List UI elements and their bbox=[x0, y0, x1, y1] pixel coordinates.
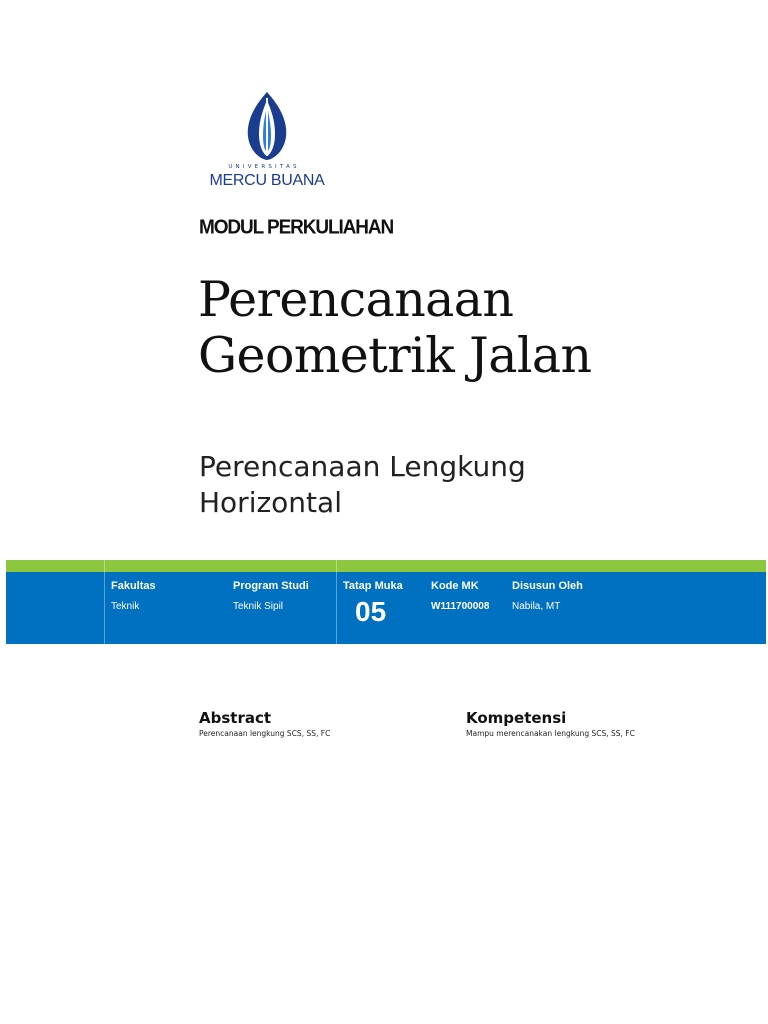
document-title bbox=[198, 272, 738, 384]
abstract-text: Perencanaan lengkung SCS, SS, FC bbox=[199, 729, 331, 738]
logo-university-label: UNIVERSITAS bbox=[228, 164, 300, 170]
program-studi-value: Teknik Sipil bbox=[233, 601, 284, 612]
tatap-muka-value: 05 bbox=[355, 596, 387, 627]
info-band-divider bbox=[336, 560, 337, 644]
info-tatap-muka bbox=[343, 579, 403, 627]
disusun-oleh-value: Nabila, MT bbox=[512, 601, 561, 612]
fakultas-value: Teknik bbox=[111, 601, 140, 612]
kode-mk-value: W111700008 bbox=[431, 601, 490, 612]
subtitle-line-2: Horizontal bbox=[199, 486, 342, 519]
logo-university-name: MERCU BUANA bbox=[209, 172, 325, 189]
fakultas-label: Fakultas bbox=[111, 580, 156, 592]
info-program-studi bbox=[233, 579, 309, 614]
info-band-green-stripe bbox=[6, 560, 766, 572]
disusun-oleh-label: Disusun Oleh bbox=[512, 580, 583, 592]
info-disusun-oleh bbox=[512, 579, 583, 614]
modul-label: MODUL PERKULIAHAN bbox=[199, 216, 394, 239]
university-logo bbox=[198, 88, 334, 196]
mercu-buana-emblem-icon bbox=[244, 90, 290, 162]
kompetensi-section bbox=[466, 708, 635, 739]
abstract-section bbox=[199, 708, 330, 739]
title-line-2: Geometrik Jalan bbox=[198, 327, 592, 384]
info-kode-mk bbox=[431, 579, 489, 614]
info-fakultas bbox=[111, 579, 156, 614]
document-subtitle bbox=[199, 449, 719, 521]
kompetensi-heading: Kompetensi bbox=[466, 709, 567, 727]
title-line-1: Perencanaan bbox=[198, 271, 514, 328]
tatap-muka-label: Tatap Muka bbox=[343, 580, 403, 592]
kompetensi-text: Mampu merencanakan lengkung SCS, SS, FC bbox=[466, 729, 635, 738]
program-studi-label: Program Studi bbox=[233, 580, 309, 592]
info-band-divider bbox=[104, 560, 105, 644]
kode-mk-label: Kode MK bbox=[431, 580, 479, 592]
abstract-heading: Abstract bbox=[199, 709, 272, 727]
subtitle-line-1: Perencanaan Lengkung bbox=[199, 450, 526, 483]
